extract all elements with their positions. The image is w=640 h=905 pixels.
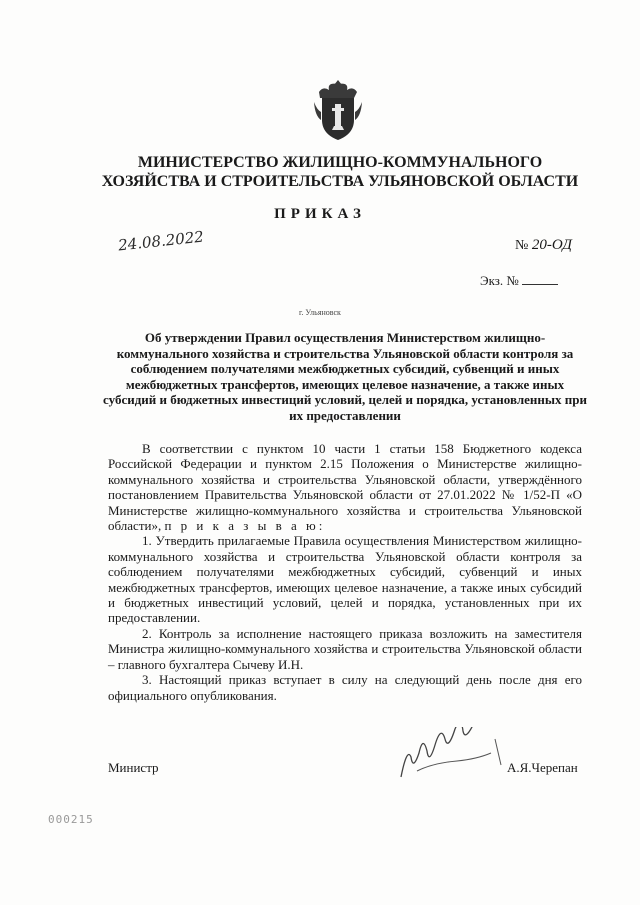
- order-word: п р и к а з ы в а ю:: [164, 518, 326, 534]
- document-type: ПРИКАЗ: [274, 206, 366, 222]
- document-number: [515, 237, 572, 254]
- copy-label: Экз. №: [480, 273, 519, 288]
- signatory-position: Министр: [108, 760, 159, 775]
- handwritten-number: 20-ОД: [531, 237, 572, 253]
- preamble-paragraph: [108, 441, 582, 533]
- document-body: [108, 441, 582, 703]
- sheet-number: 000215: [48, 813, 94, 826]
- item-2: 2. Контроль за исполнение настоящего приказа возложить на заместителя Министра жилищно-коммунального хозяйства и строительства Ульяновской области – главного бухгалтера Сычеву И.Н.: [108, 625, 582, 672]
- copy-number-blank: [522, 274, 558, 285]
- signatory-name: А.Я.Черепан: [507, 760, 578, 775]
- number-label: №: [515, 238, 529, 253]
- ministry-name: [100, 153, 580, 191]
- signature-icon: [395, 727, 515, 787]
- coat-of-arms-icon: [313, 78, 363, 144]
- preamble-text: В соответствии с пунктом 10 части 1 статьи 158 Бюджетного кодекса Российской Федерации и пунктом 2.15 Положения о Министерстве жилищно-коммунального хозяйства и строительства Ульяновской области, утверждённого постановлением Правительства Ульяновской области от 27.01.2022 № 1/52-П «О Министерстве жилищно-коммунального хозяйства и строительства Ульяновской области»,: [108, 441, 582, 534]
- item-3: 3. Настоящий приказ вступает в силу на следующий день после дня его официального опубликования.: [108, 672, 582, 703]
- ministry-line-1: МИНИСТЕРСТВО ЖИЛИЩНО-КОММУНАЛЬНОГО: [137, 154, 543, 171]
- document-title: Об утверждении Правил осуществления Министерством жилищно-коммунального хозяйства и строительства Ульяновской области контроля за соблюдением получателями межбюджетных субсидий, субвенций и иных межбюджетных трансфертов, имеющих целевое назначение, а также иных субсидий и бюджетных инвестиций условий, целей и порядка, установленных при их предоставлении: [103, 330, 587, 423]
- handwritten-date: 24.08.2022: [117, 227, 205, 255]
- copy-number: [480, 273, 558, 289]
- item-1: 1. Утвердить прилагаемые Правила осуществления Министерством жилищно-коммунального хозяйства и строительства Ульяновской области контроля за соблюдением получателями межбюджетных субсидий, субвенций и иных межбюджетных трансфертов, имеющих целевое назначение, а также иных субсидий и бюджетных инвестиций условий, целей и порядка, установленных при их предоставлении.: [108, 533, 582, 626]
- city: г. Ульяновск: [299, 308, 341, 317]
- ministry-line-2: ХОЗЯЙСТВА И СТРОИТЕЛЬСТВА УЛЬЯНОВСКОЙ ОБЛАСТИ: [101, 173, 579, 190]
